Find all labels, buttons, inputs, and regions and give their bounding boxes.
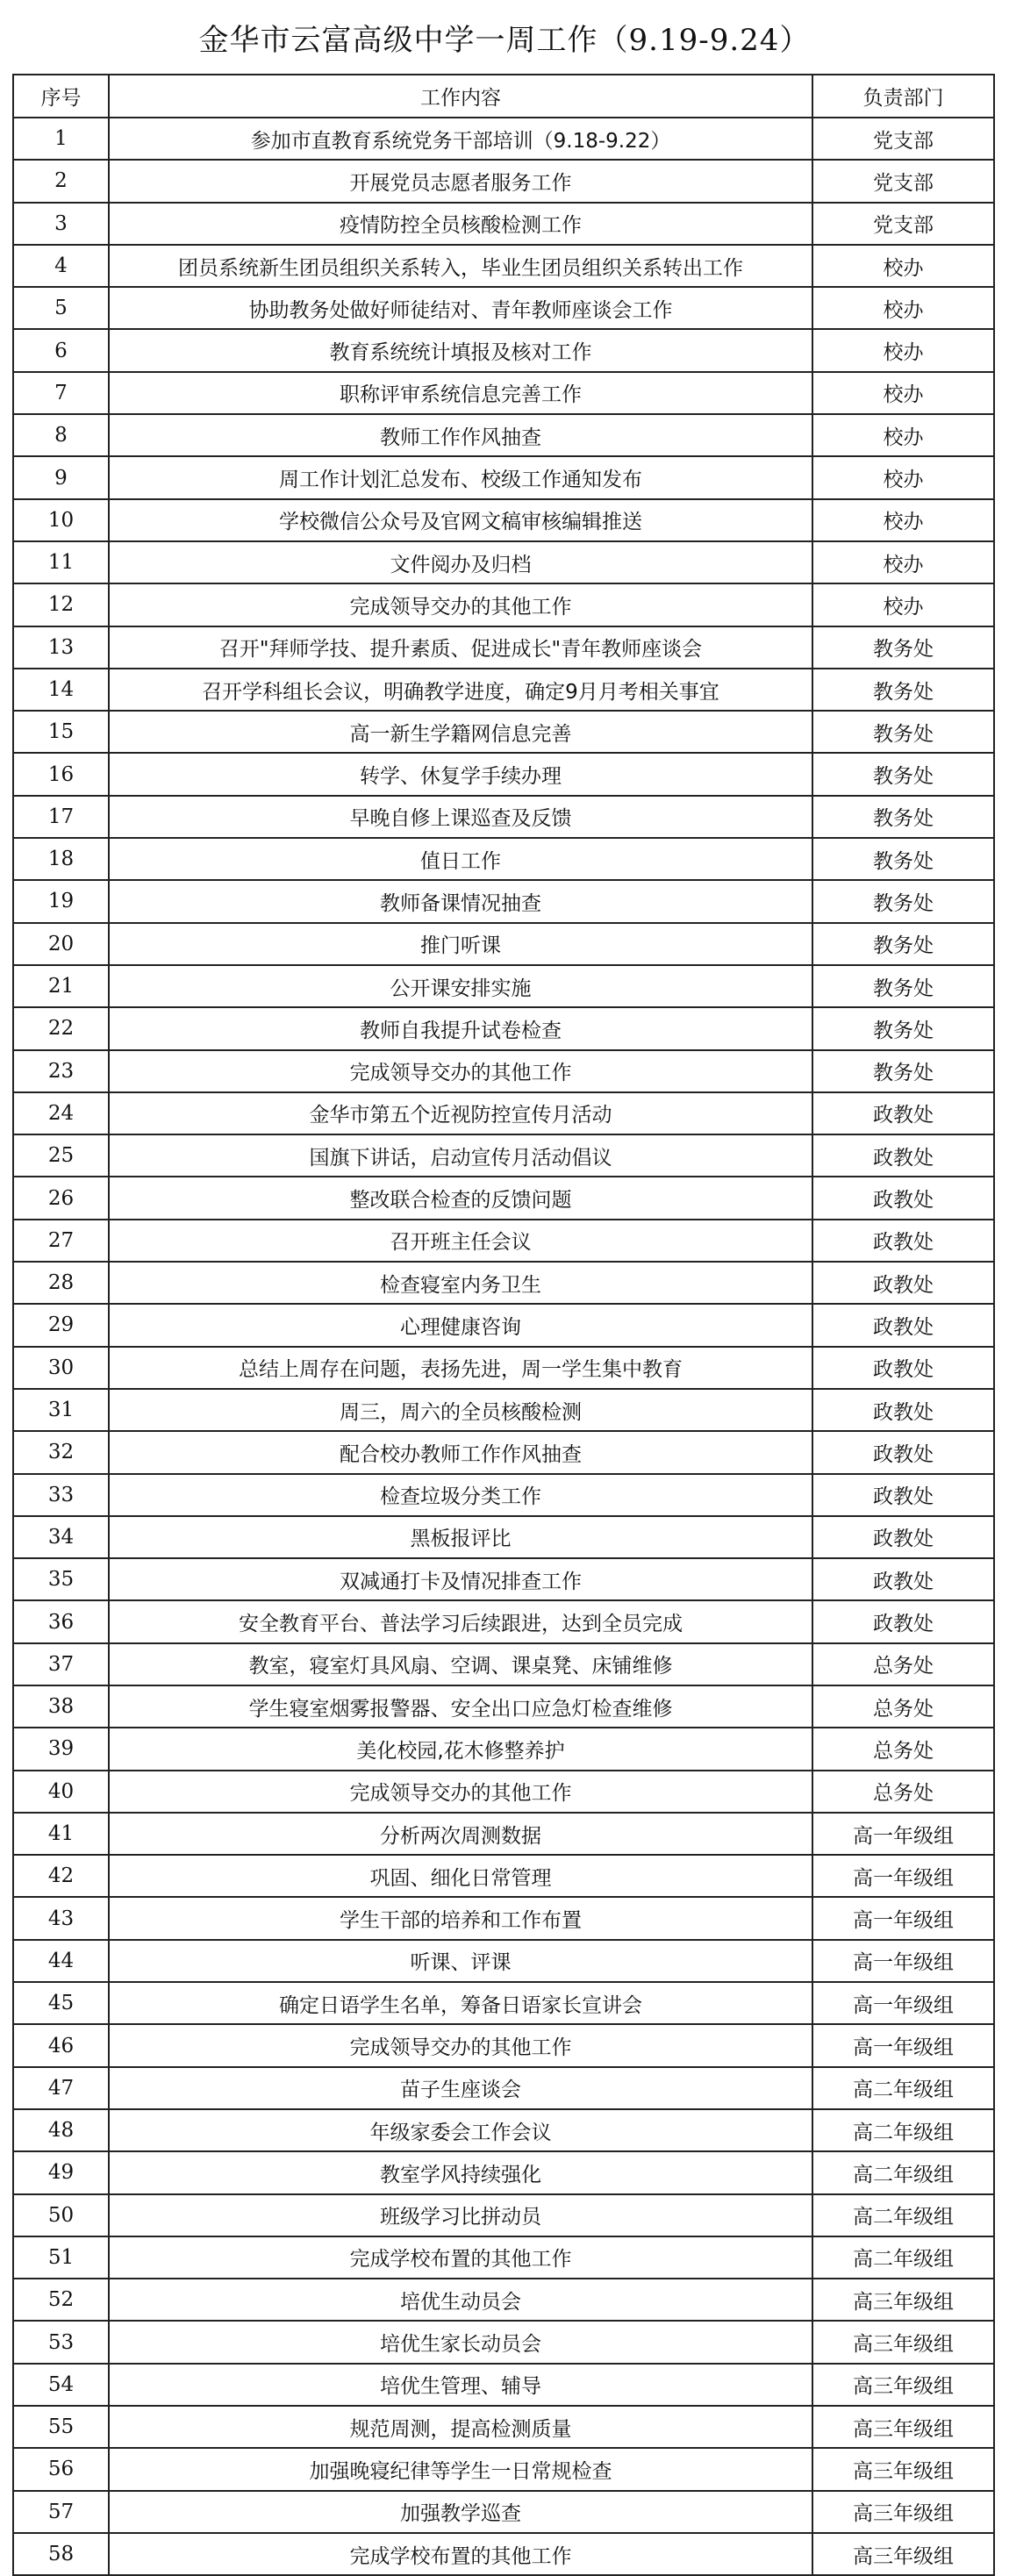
department-cell: 政教处 [812,1177,994,1219]
task-cell: 配合校办教师工作作风抽查 [109,1431,812,1473]
task-cell: 规范周测，提高检测质量 [109,2406,812,2448]
department-cell: 教务处 [812,626,994,669]
row-number-cell: 2 [13,160,109,202]
department-cell: 政教处 [812,1431,994,1473]
department-cell: 教务处 [812,753,994,795]
department-cell: 高一年级组 [812,1982,994,2024]
row-number-cell: 12 [13,583,109,626]
task-cell: 高一新生学籍网信息完善 [109,711,812,753]
row-number-cell: 13 [13,626,109,669]
row-number-cell: 17 [13,796,109,838]
table-row [13,753,994,795]
table-row [13,1050,994,1092]
department-cell: 政教处 [812,1558,994,1600]
task-cell: 召开"拜师学技、提升素质、促进成长"青年教师座谈会 [109,626,812,669]
task-cell: 参加市直教育系统党务干部培训（9.18-9.22） [109,118,812,160]
row-number-cell: 36 [13,1600,109,1642]
task-cell: 班级学习比拼动员 [109,2194,812,2236]
task-cell: 团员系统新生团员组织关系转入，毕业生团员组织关系转出工作 [109,245,812,287]
task-cell: 培优生家长动员会 [109,2321,812,2363]
department-cell: 高三年级组 [812,2364,994,2406]
row-number-cell: 3 [13,203,109,245]
task-cell: 听课、评课 [109,1940,812,1982]
row-number-cell: 33 [13,1474,109,1516]
row-number-cell: 48 [13,2109,109,2151]
department-cell: 政教处 [812,1134,994,1177]
department-cell: 校办 [812,372,994,414]
table-row [13,1813,994,1855]
task-cell: 培优生管理、辅导 [109,2364,812,2406]
task-cell: 早晚自修上课巡查及反馈 [109,796,812,838]
row-number-cell: 58 [13,2533,109,2575]
department-cell: 高一年级组 [812,1940,994,1982]
row-number-cell: 21 [13,965,109,1007]
department-cell: 总务处 [812,1728,994,1770]
table-row [13,1347,994,1389]
department-cell: 教务处 [812,965,994,1007]
row-number-cell: 18 [13,838,109,880]
row-number-cell: 7 [13,372,109,414]
table-row [13,1389,994,1431]
table-row [13,626,994,669]
department-cell: 政教处 [812,1262,994,1304]
table-row [13,2151,994,2193]
row-number-cell: 54 [13,2364,109,2406]
row-number-cell: 57 [13,2491,109,2533]
department-cell: 高一年级组 [812,2024,994,2066]
row-number-cell: 4 [13,245,109,287]
task-cell: 完成学校布置的其他工作 [109,2236,812,2279]
task-cell: 转学、休复学手续办理 [109,753,812,795]
task-cell: 检查垃圾分类工作 [109,1474,812,1516]
task-cell: 学校微信公众号及官网文稿审核编辑推送 [109,499,812,541]
table-body [13,118,994,2575]
table-row [13,1558,994,1600]
task-cell: 确定日语学生名单，筹备日语家长宣讲会 [109,1982,812,2024]
row-number-cell: 56 [13,2448,109,2490]
task-cell: 协助教务处做好师徒结对、青年教师座谈会工作 [109,287,812,329]
table-row [13,2024,994,2066]
table-row [13,1600,994,1642]
task-cell: 双减通打卡及情况排查工作 [109,1558,812,1600]
row-number-cell: 27 [13,1220,109,1262]
department-cell: 校办 [812,245,994,287]
table-row [13,1134,994,1177]
table-row [13,1728,994,1770]
row-number-cell: 39 [13,1728,109,1770]
task-cell: 周三，周六的全员核酸检测 [109,1389,812,1431]
department-cell: 教务处 [812,669,994,711]
row-number-cell: 20 [13,923,109,965]
table-row [13,1516,994,1558]
row-number-cell: 31 [13,1389,109,1431]
row-number-cell: 30 [13,1347,109,1389]
header-dept: 负责部门 [812,75,994,118]
row-number-cell: 49 [13,2151,109,2193]
task-cell: 黑板报评比 [109,1516,812,1558]
table-row [13,456,994,498]
task-cell: 值日工作 [109,838,812,880]
department-cell: 校办 [812,499,994,541]
row-number-cell: 15 [13,711,109,753]
table-row [13,2194,994,2236]
row-number-cell: 53 [13,2321,109,2363]
table-row [13,499,994,541]
table-row [13,329,994,371]
department-cell: 政教处 [812,1516,994,1558]
table-row [13,880,994,922]
row-number-cell: 10 [13,499,109,541]
row-number-cell: 5 [13,287,109,329]
department-cell: 政教处 [812,1347,994,1389]
department-cell: 高三年级组 [812,2321,994,2363]
row-number-cell: 28 [13,1262,109,1304]
task-cell: 职称评审系统信息完善工作 [109,372,812,414]
table-row [13,1940,994,1982]
row-number-cell: 51 [13,2236,109,2279]
department-cell: 政教处 [812,1600,994,1642]
row-number-cell: 9 [13,456,109,498]
task-cell: 教师备课情况抽查 [109,880,812,922]
row-number-cell: 34 [13,1516,109,1558]
table-row [13,245,994,287]
row-number-cell: 11 [13,541,109,583]
task-cell: 教育系统统计填报及核对工作 [109,329,812,371]
task-cell: 完成领导交办的其他工作 [109,583,812,626]
department-cell: 高二年级组 [812,2236,994,2279]
department-cell: 高二年级组 [812,2194,994,2236]
table-row [13,372,994,414]
table-row [13,2067,994,2109]
table-row [13,1304,994,1346]
row-number-cell: 38 [13,1685,109,1728]
department-cell: 高三年级组 [812,2406,994,2448]
table-row [13,1474,994,1516]
department-cell: 总务处 [812,1771,994,1813]
department-cell: 教务处 [812,880,994,922]
row-number-cell: 8 [13,414,109,456]
row-number-cell: 43 [13,1897,109,1939]
department-cell: 高三年级组 [812,2279,994,2321]
row-number-cell: 40 [13,1771,109,1813]
table-row [13,2406,994,2448]
task-cell: 完成领导交办的其他工作 [109,1771,812,1813]
department-cell: 高三年级组 [812,2491,994,2533]
department-cell: 校办 [812,456,994,498]
department-cell: 党支部 [812,203,994,245]
row-number-cell: 55 [13,2406,109,2448]
row-number-cell: 32 [13,1431,109,1473]
department-cell: 总务处 [812,1685,994,1728]
row-number-cell: 1 [13,118,109,160]
table-row [13,711,994,753]
table-row [13,2109,994,2151]
department-cell: 政教处 [812,1474,994,1516]
task-cell: 公开课安排实施 [109,965,812,1007]
task-cell: 文件阅办及归档 [109,541,812,583]
task-cell: 召开学科组长会议，明确教学进度，确定9月月考相关事宜 [109,669,812,711]
table-row [13,669,994,711]
department-cell: 高二年级组 [812,2109,994,2151]
row-number-cell: 24 [13,1092,109,1134]
table-row [13,2321,994,2363]
table-header-row [13,75,994,118]
task-cell: 完成学校布置的其他工作 [109,2533,812,2575]
department-cell: 政教处 [812,1220,994,1262]
table-row [13,2491,994,2533]
department-cell: 校办 [812,287,994,329]
task-cell: 心理健康咨询 [109,1304,812,1346]
table-row [13,965,994,1007]
task-cell: 教师工作作风抽查 [109,414,812,456]
table-row [13,414,994,456]
department-cell: 校办 [812,329,994,371]
task-cell: 完成领导交办的其他工作 [109,1050,812,1092]
weekly-work-table [12,74,995,2576]
row-number-cell: 16 [13,753,109,795]
table-row [13,1685,994,1728]
task-cell: 检查寝室内务卫生 [109,1262,812,1304]
department-cell: 校办 [812,414,994,456]
table-row [13,796,994,838]
table-row [13,1982,994,2024]
task-cell: 完成领导交办的其他工作 [109,2024,812,2066]
table-row [13,1007,994,1049]
department-cell: 政教处 [812,1304,994,1346]
row-number-cell: 52 [13,2279,109,2321]
department-cell: 高二年级组 [812,2067,994,2109]
task-cell: 巩固、细化日常管理 [109,1855,812,1897]
row-number-cell: 41 [13,1813,109,1855]
department-cell: 教务处 [812,1050,994,1092]
row-number-cell: 45 [13,1982,109,2024]
row-number-cell: 50 [13,2194,109,2236]
header-task: 工作内容 [109,75,812,118]
table-row [13,287,994,329]
task-cell: 分析两次周测数据 [109,1813,812,1855]
task-cell: 教师自我提升试卷检查 [109,1007,812,1049]
row-number-cell: 42 [13,1855,109,1897]
department-cell: 高三年级组 [812,2533,994,2575]
department-cell: 教务处 [812,1007,994,1049]
row-number-cell: 46 [13,2024,109,2066]
table-row [13,118,994,160]
table-row [13,541,994,583]
department-cell: 高三年级组 [812,2448,994,2490]
row-number-cell: 47 [13,2067,109,2109]
table-row [13,2236,994,2279]
task-cell: 推门听课 [109,923,812,965]
task-cell: 安全教育平台、普法学习后续跟进，达到全员完成 [109,1600,812,1642]
task-cell: 加强晚寝纪律等学生一日常规检查 [109,2448,812,2490]
row-number-cell: 14 [13,669,109,711]
table-row [13,2448,994,2490]
task-cell: 开展党员志愿者服务工作 [109,160,812,202]
row-number-cell: 25 [13,1134,109,1177]
department-cell: 政教处 [812,1092,994,1134]
task-cell: 总结上周存在问题，表扬先进，周一学生集中教育 [109,1347,812,1389]
table-row [13,1177,994,1219]
table-row [13,1771,994,1813]
table-row [13,1262,994,1304]
task-cell: 学生干部的培养和工作布置 [109,1897,812,1939]
department-cell: 高一年级组 [812,1855,994,1897]
table-row [13,1897,994,1939]
department-cell: 教务处 [812,923,994,965]
header-no: 序号 [13,75,109,118]
department-cell: 党支部 [812,118,994,160]
department-cell: 教务处 [812,838,994,880]
table-row [13,160,994,202]
department-cell: 教务处 [812,796,994,838]
row-number-cell: 44 [13,1940,109,1982]
department-cell: 高一年级组 [812,1897,994,1939]
table-row [13,1855,994,1897]
department-cell: 校办 [812,583,994,626]
department-cell: 高一年级组 [812,1813,994,1855]
task-cell: 美化校园,花木修整养护 [109,1728,812,1770]
table-row [13,1092,994,1134]
department-cell: 党支部 [812,160,994,202]
table-row [13,923,994,965]
task-cell: 金华市第五个近视防控宣传月活动 [109,1092,812,1134]
task-cell: 学生寝室烟雾报警器、安全出口应急灯检查维修 [109,1685,812,1728]
table-row [13,2364,994,2406]
department-cell: 高二年级组 [812,2151,994,2193]
row-number-cell: 26 [13,1177,109,1219]
task-cell: 疫情防控全员核酸检测工作 [109,203,812,245]
row-number-cell: 35 [13,1558,109,1600]
row-number-cell: 29 [13,1304,109,1346]
department-cell: 总务处 [812,1643,994,1685]
row-number-cell: 23 [13,1050,109,1092]
table-row [13,583,994,626]
row-number-cell: 19 [13,880,109,922]
task-cell: 加强教学巡查 [109,2491,812,2533]
department-cell: 校办 [812,541,994,583]
row-number-cell: 37 [13,1643,109,1685]
task-cell: 召开班主任会议 [109,1220,812,1262]
task-cell: 教室学风持续强化 [109,2151,812,2193]
department-cell: 教务处 [812,711,994,753]
task-cell: 教室，寝室灯具风扇、空调、课桌凳、床铺维修 [109,1643,812,1685]
department-cell: 政教处 [812,1389,994,1431]
task-cell: 周工作计划汇总发布、校级工作通知发布 [109,456,812,498]
row-number-cell: 6 [13,329,109,371]
task-cell: 整改联合检查的反馈问题 [109,1177,812,1219]
task-cell: 国旗下讲话，启动宣传月活动倡议 [109,1134,812,1177]
table-row [13,1220,994,1262]
table-row [13,2533,994,2575]
table-row [13,2279,994,2321]
task-cell: 培优生动员会 [109,2279,812,2321]
table-row [13,838,994,880]
task-cell: 苗子生座谈会 [109,2067,812,2109]
document-title: 金华市云富高级中学一周工作（9.19-9.24） [198,23,811,58]
table-row [13,1643,994,1685]
table-row [13,1431,994,1473]
row-number-cell: 22 [13,1007,109,1049]
task-cell: 年级家委会工作会议 [109,2109,812,2151]
table-row [13,203,994,245]
